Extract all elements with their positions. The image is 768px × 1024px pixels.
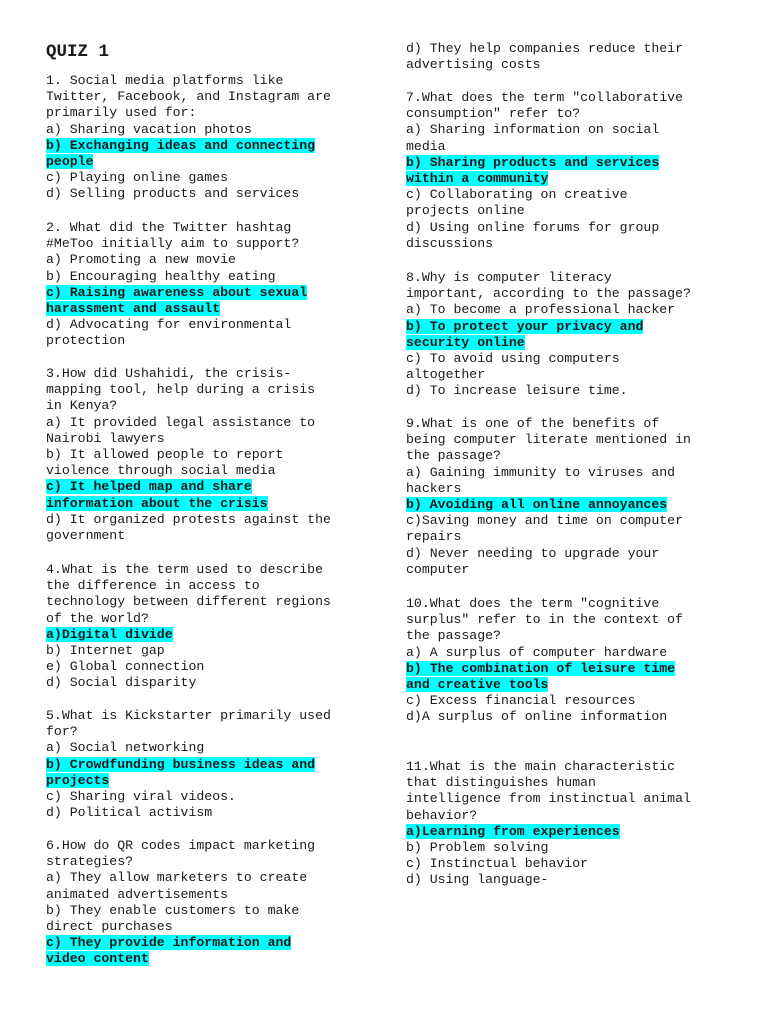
question-text-line: 11.What is the main characteristic <box>406 759 676 774</box>
correct-answer-line <box>46 154 346 170</box>
option-line: projects online <box>406 203 525 219</box>
question-text-line: 7.What does the term "collaborative <box>406 90 683 105</box>
answer-highlight: c) They provide information and <box>46 935 292 951</box>
option-line: a) Sharing information on social <box>406 122 660 138</box>
option-line: e) Global connection <box>46 659 205 675</box>
question-text-line: being computer literate mentioned in <box>406 432 691 448</box>
option-line: a) To become a professional hacker <box>406 302 676 318</box>
option-line: government <box>46 527 126 543</box>
correct-answer-line <box>46 627 346 643</box>
question-block <box>406 416 726 578</box>
option-line: d) Advocating for environmental <box>46 317 292 333</box>
question-text-line: technology between different regions <box>46 594 331 610</box>
answer-highlight: information about the crisis <box>46 495 268 511</box>
correct-answer-line <box>406 824 726 840</box>
option-line: d) Selling products and services <box>46 186 300 202</box>
option-line: a) Promoting a new movie <box>46 252 236 268</box>
correct-answer-line <box>46 757 346 773</box>
answer-highlight: b) The combination of leisure time <box>406 660 676 676</box>
question-block <box>46 838 346 968</box>
question-text-line: 10.What does the term "cognitive <box>406 596 660 611</box>
correct-answer-line <box>406 171 726 187</box>
option-line: a) Gaining immunity to viruses and <box>406 464 676 480</box>
correct-answer-line <box>406 661 726 677</box>
correct-answer-line <box>46 496 346 512</box>
question-text-line: for? <box>46 724 78 740</box>
question-text-line: 4.What is the term used to describe <box>46 562 323 577</box>
answer-highlight: b) To protect your privacy and <box>406 318 644 334</box>
answer-highlight: security online <box>406 334 525 350</box>
question-block <box>46 366 346 544</box>
option-line: c) Collaborating on creative <box>406 187 628 203</box>
answer-highlight: b) Crowdfunding business ideas and <box>46 756 316 772</box>
question-text-line: behavior? <box>406 807 478 823</box>
question-block <box>406 759 726 889</box>
question-block-continued <box>406 41 726 73</box>
option-line: Nairobi lawyers <box>46 430 165 446</box>
option-line: a) They allow marketers to create <box>46 870 308 886</box>
correct-answer-line <box>406 155 726 171</box>
answer-highlight: projects <box>46 772 110 788</box>
answer-highlight: b) Avoiding all online annoyances <box>406 496 668 512</box>
option-line: c) Excess financial resources <box>406 693 636 709</box>
option-line: protection <box>46 333 126 349</box>
option-line: animated advertisements <box>46 886 229 902</box>
option-line: d) Social disparity <box>46 675 197 691</box>
answer-highlight: b) Sharing products and services <box>406 154 660 170</box>
option-line: a) Social networking <box>46 740 205 756</box>
question-text-line: 1. Social media platforms like <box>46 73 284 88</box>
question-text-line: 6.How do QR codes impact marketing <box>46 838 316 853</box>
option-line: a) Sharing vacation photos <box>46 121 252 137</box>
question-block <box>46 220 346 350</box>
question-text-line: intelligence from instinctual animal <box>406 791 691 807</box>
question-block <box>406 596 726 726</box>
option-line: direct purchases <box>46 918 173 934</box>
correct-answer-line <box>46 773 346 789</box>
correct-answer-line <box>46 951 346 967</box>
question-text-line: the passage? <box>406 448 501 464</box>
option-line: discussions <box>406 235 494 251</box>
answer-highlight: people <box>46 153 94 169</box>
option-line: altogether <box>406 367 486 383</box>
option-line: d) Using language- <box>406 872 549 888</box>
option-line: b) Internet gap <box>46 642 165 658</box>
question-text-line: 8.Why is computer literacy <box>406 270 612 285</box>
question-text-line: #MeToo initially aim to support? <box>46 236 300 252</box>
option-line: advertising costs <box>406 57 541 73</box>
option-line: media <box>406 138 446 154</box>
correct-answer-line <box>46 138 346 154</box>
option-line: a) A surplus of computer hardware <box>406 644 668 660</box>
question-block <box>406 270 726 400</box>
answer-highlight: a)Learning from experiences <box>406 823 620 839</box>
page-title: QUIZ 1 <box>46 42 110 62</box>
answer-highlight: b) Exchanging ideas and connecting <box>46 137 316 153</box>
answer-highlight: and creative tools <box>406 676 549 692</box>
question-text-line: 5.What is Kickstarter primarily used <box>46 708 331 723</box>
answer-highlight: a)Digital divide <box>46 626 173 642</box>
option-line: b) It allowed people to report <box>46 446 284 462</box>
option-line: a) It provided legal assistance to <box>46 414 316 430</box>
option-line: c) Playing online games <box>46 170 229 186</box>
question-text-line: important, according to the passage? <box>406 286 691 302</box>
question-text-line: 3.How did Ushahidi, the crisis- <box>46 366 292 381</box>
question-text-line: primarily used for: <box>46 105 197 121</box>
question-text-line: surplus" refer to in the context of <box>406 612 683 628</box>
answer-highlight: c) It helped map and share <box>46 479 252 495</box>
option-line: c) Sharing viral videos. <box>46 788 236 804</box>
correct-answer-line <box>46 301 346 317</box>
option-line: d) Never needing to upgrade your <box>406 545 660 561</box>
option-line: d)A surplus of online information <box>406 709 668 725</box>
answer-highlight: video content <box>46 951 149 967</box>
question-text-line: in Kenya? <box>46 398 118 414</box>
option-line: b) Problem solving <box>406 839 549 855</box>
question-block <box>406 90 726 252</box>
question-text-line: the difference in access to <box>46 578 260 594</box>
answer-highlight: harassment and assault <box>46 300 221 316</box>
correct-answer-line <box>406 319 726 335</box>
question-text-line: 2. What did the Twitter hashtag <box>46 220 292 235</box>
question-block <box>46 73 346 203</box>
question-text-line: the passage? <box>406 628 501 644</box>
question-text-line: strategies? <box>46 854 134 870</box>
option-line: c)Saving money and time on computer <box>406 513 683 529</box>
option-line: hackers <box>406 480 462 496</box>
correct-answer-line <box>46 285 346 301</box>
option-line: b) Encouraging healthy eating <box>46 268 276 284</box>
question-text-line: mapping tool, help during a crisis <box>46 382 316 398</box>
answer-highlight: c) Raising awareness about sexual <box>46 284 308 300</box>
correct-answer-line <box>406 497 726 513</box>
option-line: d) They help companies reduce their <box>406 41 683 56</box>
option-line: violence through social media <box>46 463 276 479</box>
option-line: computer <box>406 561 470 577</box>
question-text-line: 9.What is one of the benefits of <box>406 416 660 431</box>
correct-answer-line <box>406 677 726 693</box>
correct-answer-line <box>406 335 726 351</box>
correct-answer-line <box>46 479 346 495</box>
question-text-line: that distinguishes human <box>406 775 596 791</box>
option-line: b) They enable customers to make <box>46 902 300 918</box>
correct-answer-line <box>46 935 346 951</box>
option-line: c) To avoid using computers <box>406 350 620 366</box>
option-line: d) Using online forums for group <box>406 219 660 235</box>
option-line: d) Political activism <box>46 805 213 821</box>
question-block <box>46 708 346 821</box>
option-line: d) To increase leisure time. <box>406 383 628 399</box>
question-text-line: consumption" refer to? <box>406 106 581 122</box>
option-line: repairs <box>406 529 462 545</box>
answer-highlight: within a community <box>406 170 549 186</box>
option-line: d) It organized protests against the <box>46 511 331 527</box>
question-block <box>46 562 346 692</box>
question-text-line: Twitter, Facebook, and Instagram are <box>46 89 331 105</box>
question-text-line: of the world? <box>46 610 149 626</box>
option-line: c) Instinctual behavior <box>406 856 589 872</box>
